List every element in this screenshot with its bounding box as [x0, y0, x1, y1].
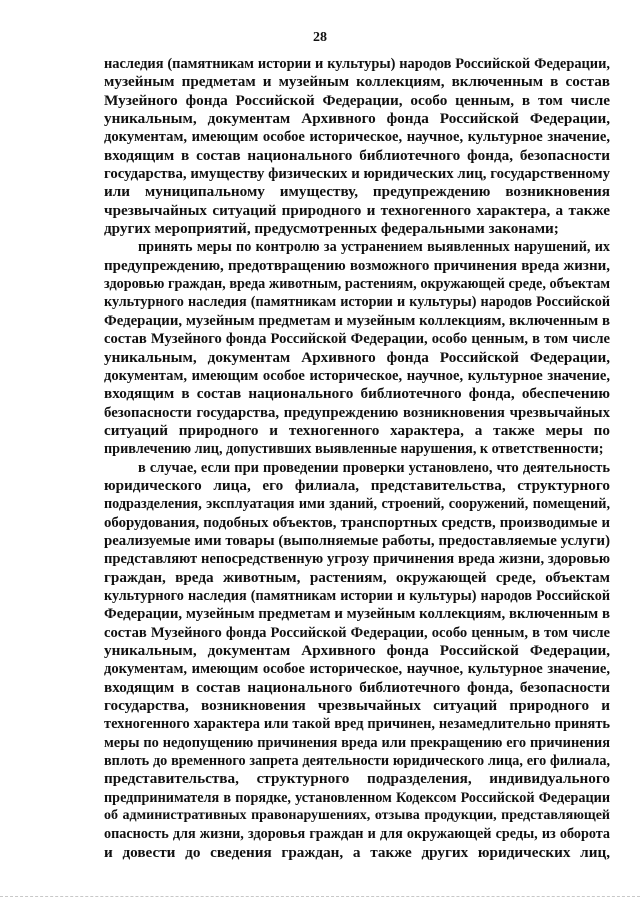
text-line: уникальным, документам Архивного фонда Российской Федерации,	[104, 110, 610, 128]
text-line: музейным предметам и музейным коллекциям, включенным в состав	[104, 73, 610, 91]
text-line: или муниципальному имуществу, предупреждению возникновения	[104, 183, 610, 201]
text-line: предпринимателя в порядке, установленном Кодексом Российской Федерации	[104, 789, 610, 806]
text-line: входящим в состав национального библиотечного фонда, обеспечению	[104, 385, 610, 403]
text-line: юридического лица, его филиала, представительства, структурного	[104, 476, 610, 494]
text-line: меры по недопущению причинения вреда или прекращению его причинения	[104, 734, 610, 751]
text-line: входящим в состав национального библиотечного фонда, безопасности	[104, 678, 610, 696]
text-line: Музейного фонда Российской Федерации, особо ценным, в том числе	[104, 91, 610, 109]
text-line: здоровью граждан, вреда животным, растениям, окружающей среде, объектам	[104, 276, 610, 293]
text-line: безопасности государства, предупреждению возникновения чрезвычайных	[104, 404, 610, 421]
page-number: 28	[313, 30, 327, 45]
text-line: техногенного характера или такой вред причинен, незамедлительно принять	[104, 716, 610, 733]
text-line: опасность для жизни, здоровья граждан и для окружающей среды, из оборота	[104, 826, 610, 843]
text-line: государства, возникновения чрезвычайных ситуаций природного и	[104, 697, 610, 715]
paragraph-first-line: принять меры по контролю за устранением выявленных нарушений, их	[138, 239, 610, 256]
text-line: других мероприятий, предусмотренных федеральными законами;	[104, 220, 559, 238]
text-line: культурного наследия (памятникам истории и культуры) народов Российской	[104, 294, 610, 311]
text-line: Федерации, музейным предметам и музейным коллекциям, включенным в	[104, 312, 610, 329]
text-line: состав Музейного фонда Российской Федерации, особо ценным, в том числе	[104, 624, 610, 641]
text-line: представительства, структурного подразделения, индивидуального	[104, 770, 610, 788]
text-line: наследия (памятникам истории и культуры) народов Российской Федерации,	[104, 56, 610, 72]
text-line: реализуемые ими товары (выполняемые работы, предоставляемые услуги)	[104, 532, 610, 549]
text-line: чрезвычайных ситуаций природного и техногенного характера, а также	[104, 201, 610, 219]
text-line: об административных правонарушениях, отзыва продукции, представляющей	[104, 808, 610, 824]
text-line: уникальным, документам Архивного фонда Российской Федерации,	[104, 348, 610, 366]
text-line: оборудования, подобных объектов, транспортных средств, производимые и	[104, 514, 610, 531]
text-line: Федерации, музейным предметам и музейным коллекциям, включенным в	[104, 606, 610, 623]
paragraph-first-line: в случае, если при проведении проверки установлено, что деятельность	[138, 459, 610, 476]
text-line: документам, имеющим особое историческое, научное, культурное значение,	[104, 661, 610, 678]
text-line: подразделения, эксплуатация ими зданий, строений, сооружений, помещений,	[104, 496, 610, 513]
text-line: документам, имеющим особое историческое, научное, культурное значение,	[104, 367, 610, 384]
text-line: ситуаций природного и техногенного характера, а также меры по	[104, 421, 610, 439]
text-line: привлечению лиц, допустивших выявленные нарушения, к ответственности;	[104, 441, 604, 458]
text-line: граждан, вреда животным, растениям, окружающей среде, объектам	[104, 568, 610, 586]
text-line: государства, имуществу физических и юридических лиц, государственному	[104, 166, 610, 183]
text-line: состав Музейного фонда Российской Федерации, особо ценным, в том числе	[104, 331, 610, 348]
text-line: вплоть до временного запрета деятельности юридического лица, его филиала,	[104, 753, 610, 770]
text-line: входящим в состав национального библиотечного фонда, безопасности	[104, 146, 610, 164]
text-line: предупреждению, предотвращению возможного причинения вреда жизни,	[104, 257, 610, 274]
scan-footer-rule	[0, 896, 640, 897]
text-line: и довести до сведения граждан, а также других юридических лиц,	[104, 843, 610, 861]
text-line: культурного наследия (памятникам истории и культуры) народов Российской	[104, 587, 610, 604]
text-line: представляют непосредственную угрозу причинения вреда жизни, здоровью	[104, 551, 610, 568]
text-line: документам, имеющим особое историческое, научное, культурное значение,	[104, 129, 610, 146]
body-text	[104, 55, 610, 862]
text-line: уникальным, документам Архивного фонда Российской Федерации,	[104, 642, 610, 659]
